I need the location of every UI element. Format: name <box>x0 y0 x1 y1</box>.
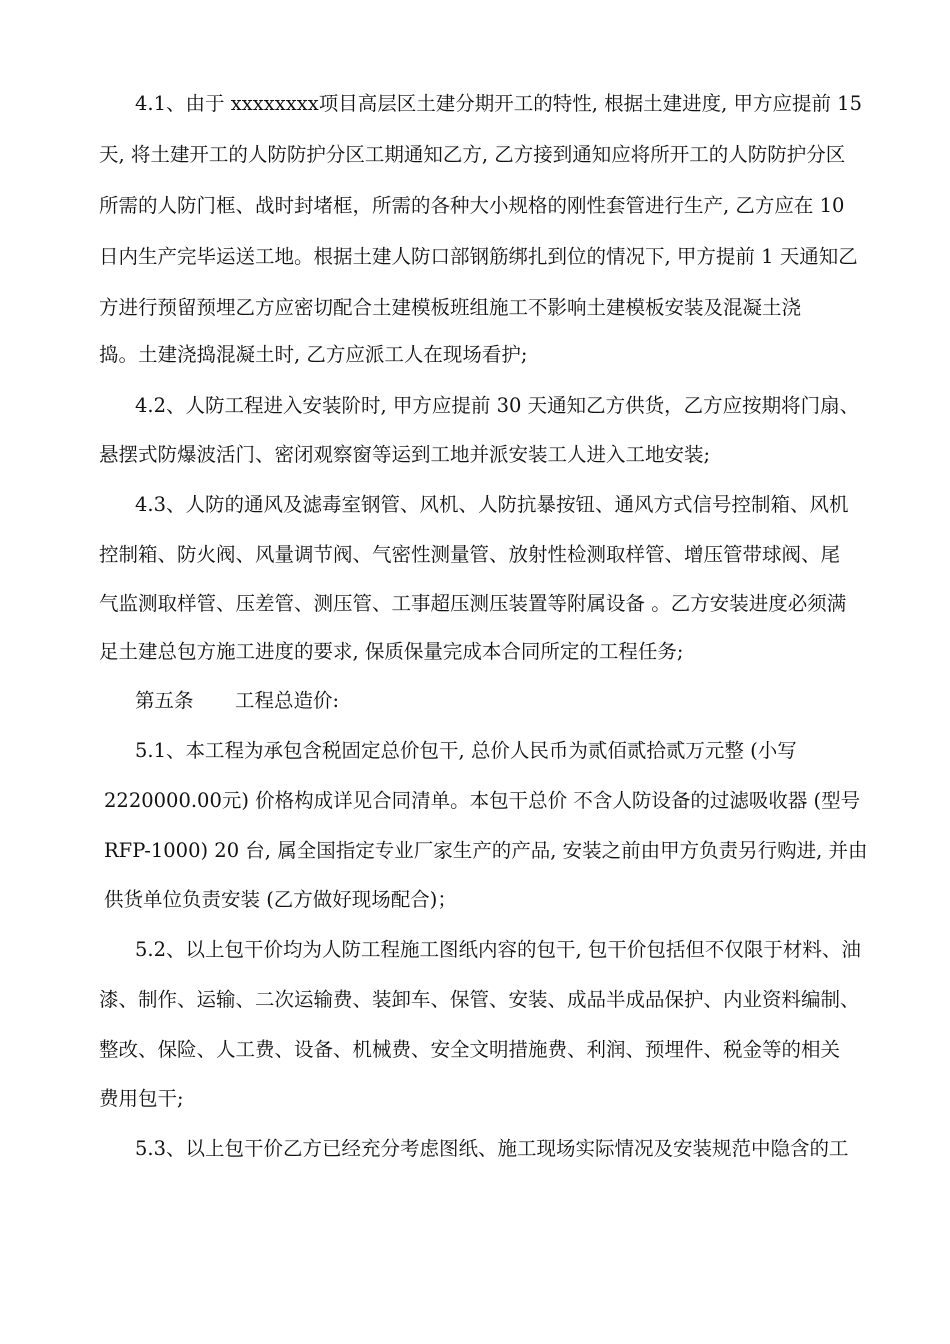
article-title: 工程总造价: <box>235 689 340 712</box>
clause-4-1-line-4: 日内生产完毕运送工地。根据土建人防口部钢筋绑扎到位的情况下, 甲方提前 1 天通知乙 <box>99 245 858 268</box>
clause-5-1-line-1: 5.1、本工程为承包含税固定总价包干, 总价人民币为贰佰贰拾贰万元整 (小写 <box>135 739 797 762</box>
clause-4-1-line-2: 天, 将土建开工的人防防护分区工期通知乙方, 乙方接到通知应将所开工的人防防护分区 <box>99 143 846 166</box>
clause-4-3-line-2: 控制箱、防火阀、风量调节阀、气密性测量管、放射性检测取样管、增压管带球阀、尾 <box>99 543 841 566</box>
clause-5-2-line-4: 费用包干; <box>99 1087 184 1110</box>
clause-5-3-line-1: 5.3、以上包干价乙方已经充分考虑图纸、施工现场实际情况及安装规范中隐含的工 <box>135 1137 849 1160</box>
clause-5-2-line-2: 漆、制作、运输、二次运输费、装卸车、保管、安装、成品半成品保护、内业资料编制、 <box>99 988 860 1011</box>
clause-5-1-line-3: RFP-1000) 20 台, 属全国指定专业厂家生产的产品, 安装之前由甲方负责另行购进, 并由 <box>104 839 868 862</box>
clause-4-1-line-3: 所需的人防门框、战时封堵框，所需的各种大小规格的刚性套管进行生产, 乙方应在 10 <box>99 194 845 217</box>
clause-5-2-line-1: 5.2、以上包干价均为人防工程施工图纸内容的包干, 包干价包括但不仅限于材料、油 <box>135 938 861 961</box>
article-heading <box>135 689 339 713</box>
clause-4-1-line-1: 4.1、由于 xxxxxxxx项目高层区土建分期开工的特性, 根据土建进度, 甲方应提前 15 <box>135 92 862 115</box>
clause-4-2-line-2: 悬摆式防爆波活门、密闭观察窗等运到工地并派安装工人进入工地安装; <box>99 443 711 466</box>
clause-4-1-line-5: 方进行预留预埋乙方应密切配合土建模板班组施工不影响土建模板安装及混凝土浇 <box>99 296 802 319</box>
article-number: 第五条 <box>135 689 194 712</box>
clause-4-3-line-1: 4.3、人防的通风及滤毒室钢管、风机、人防抗暴按钮、通风方式信号控制箱、风机 <box>135 493 849 516</box>
clause-5-1-line-2: 2220000.00元) 价格构成详见合同清单。本包干总价 不含人防设备的过滤吸收器 (型号 <box>104 789 861 812</box>
clause-4-3-line-3: 气监测取样管、压差管、测压管、工事超压测压装置等附属设备 。乙方安装进度必须满 <box>99 592 847 615</box>
clause-5-1-line-4: 供货单位负责安装 (乙方做好现场配合)； <box>104 888 457 911</box>
clause-4-2-line-1: 4.2、人防工程进入安装阶时, 甲方应提前 30 天通知乙方供货，乙方应按期将门扇、 <box>135 394 860 417</box>
clause-5-2-line-3: 整改、保险、人工费、设备、机械费、安全文明措施费、利润、预埋件、税金等的相关 <box>99 1038 841 1061</box>
clause-4-3-line-4: 足土建总包方施工进度的要求, 保质保量完成本合同所定的工程任务; <box>99 640 684 663</box>
clause-4-1-line-6: 捣。土建浇捣混凝土时, 乙方应派工人在现场看护; <box>99 343 528 366</box>
